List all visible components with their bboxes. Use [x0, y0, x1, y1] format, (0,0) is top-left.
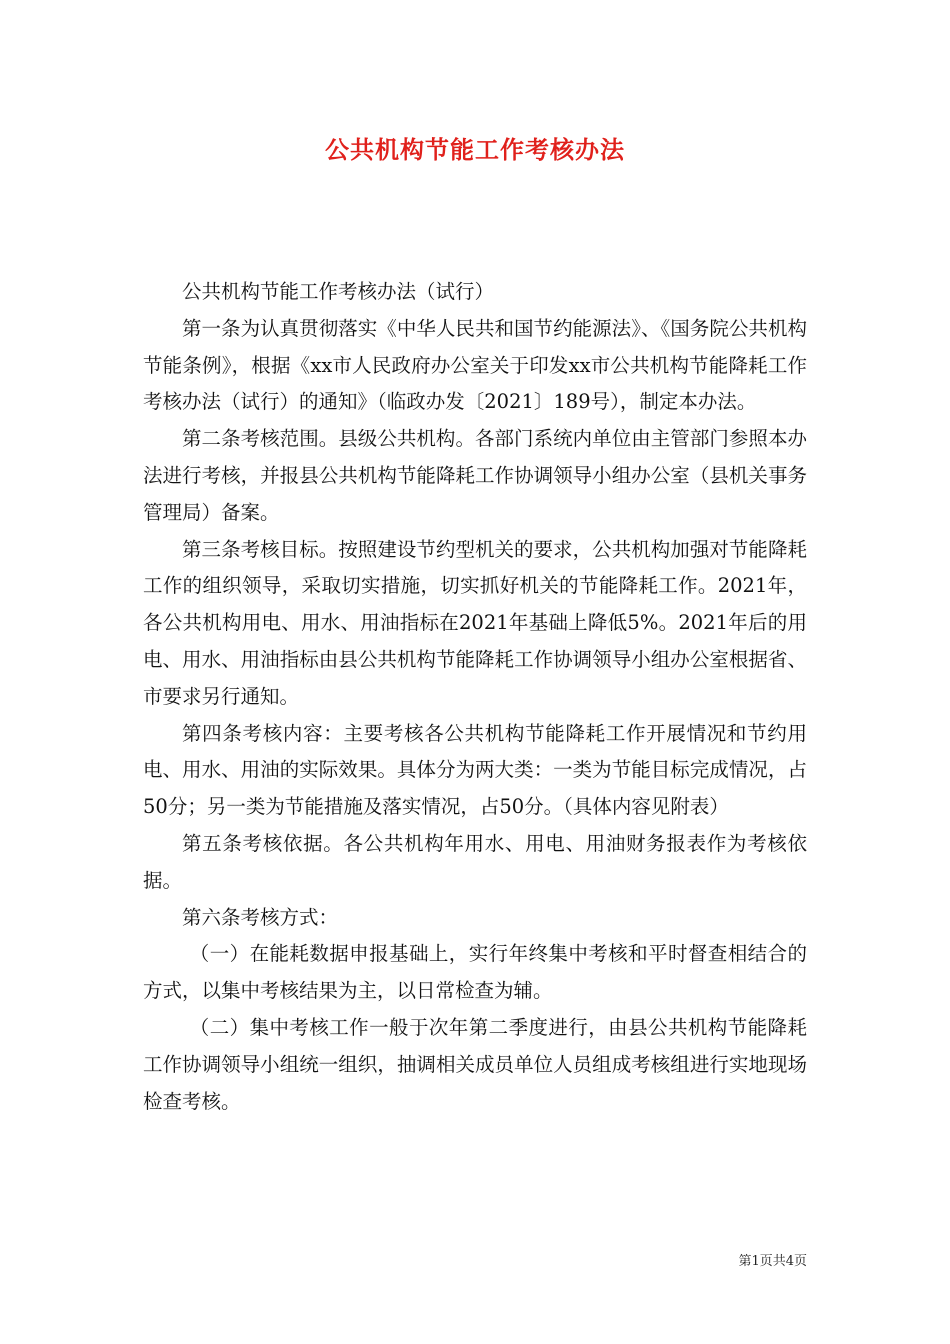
paragraph-article-4: 第四条考核内容：主要考核各公共机构节能降耗工作开展情况和节约用电、用水、用油的实际效果。具体分为两大类：一类为节能目标完成情况，占50分；另一类为节能措施及落实情况，占50分。（具体内容见附表）	[143, 721, 807, 819]
paragraph-article-3: 第三条考核目标。按照建设节约型机关的要求，公共机构加强对节能降耗工作的组织领导，采取切实措施，切实抓好机关的节能降耗工作。2021年，各公共机构用电、用水、用油指标在2021年基础上降低5%。2021年后的用电、用水、用油指标由县公共机构节能降耗工作协调领导小组办公室根据省、市要求另行通知。	[143, 537, 807, 708]
document-body	[143, 274, 807, 1120]
paragraph-article-2: 第二条考核范围。县级公共机构。各部门系统内单位由主管部门参照本办法进行考核，并报县公共机构节能降耗工作协调领导小组办公室（县机关事务管理局）备案。	[143, 427, 807, 524]
paragraph-article-5: 第五条考核依据。各公共机构年用水、用电、用油财务报表作为考核依据。	[143, 831, 807, 892]
paragraph-article-6: 第六条考核方式：	[182, 905, 339, 929]
paragraph-item-1: （一）在能耗数据申报基础上，实行年终集中考核和平时督查相结合的方式，以集中考核结果为主，以日常检查为辅。	[143, 942, 807, 1003]
paragraph-item-2: （二）集中考核工作一般于次年第二季度进行，由县公共机构节能降耗工作协调领导小组统一组织，抽调相关成员单位人员组成考核组进行实地现场检查考核。	[143, 1015, 807, 1113]
document-title: 公共机构节能工作考核办法	[325, 135, 625, 164]
page-number: 第1页共4页	[738, 1254, 807, 1269]
paragraph-subtitle: 公共机构节能工作考核办法（试行）	[182, 280, 495, 303]
paragraph-article-1: 第一条为认真贯彻落实《中华人民共和国节约能源法》、《国务院公共机构节能条例》，根据《xx市人民政府办公室关于印发xx市公共机构节能降耗工作考核办法（试行）的通知》（临政办发〔2021〕189号），制定本办法。	[143, 316, 807, 414]
